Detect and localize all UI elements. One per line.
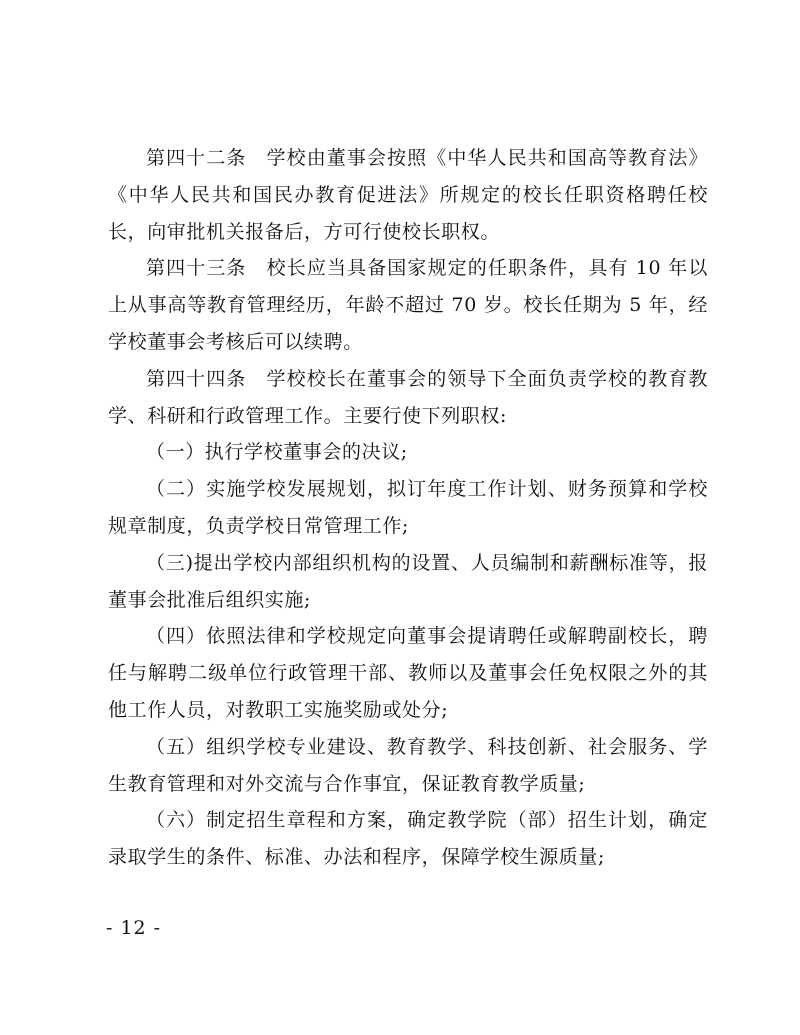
- page-number: - 12 -: [106, 917, 162, 939]
- duty-item-3: （三)提出学校内部组织机构的设置、人员编制和薪酬标准等，报董事会批准后组织实施;: [108, 551, 708, 611]
- article-42: 第四十二条 学校由董事会按照《中华人民共和国高等教育法》《中华人民共和国民办教育促进法》所规定的校长任职资格聘任校长，向审批机关报备后，方可行使校长职权。: [108, 147, 708, 243]
- duty-item-4: （四）依照法律和学校规定向董事会提请聘任或解聘副校长，聘任与解聘二级单位行政管理干部、教师以及董事会任免权限之外的其他工作人员，对教职工实施奖励或处分;: [108, 625, 708, 721]
- body-text: [108, 140, 708, 876]
- duty-item-1: （一）执行学校董事会的决议;: [146, 441, 408, 464]
- article-43: 第四十三条 校长应当具备国家规定的任职条件，具有 10 年以上从事高等教育管理经历，年龄不超过 70 岁。校长任期为 5 年，经学校董事会考核后可以续聘。: [108, 257, 708, 353]
- duty-item-6: （六）制定招生章程和方案，确定教学院（部）招生计划，确定录取学生的条件、标准、办法和程序，保障学校生源质量;: [108, 809, 708, 869]
- duty-item-5: （五）组织学校专业建设、教育教学、科技创新、社会服务、学生教育管理和对外交流与合作事宜，保证教育教学质量;: [108, 735, 708, 795]
- article-44: 第四十四条 学校校长在董事会的领导下全面负责学校的教育教学、科研和行政管理工作。主要行使下列职权:: [108, 367, 708, 427]
- duty-item-2: （二）实施学校发展规划，拟订年度工作计划、财务预算和学校规章制度，负责学校日常管理工作;: [108, 478, 708, 537]
